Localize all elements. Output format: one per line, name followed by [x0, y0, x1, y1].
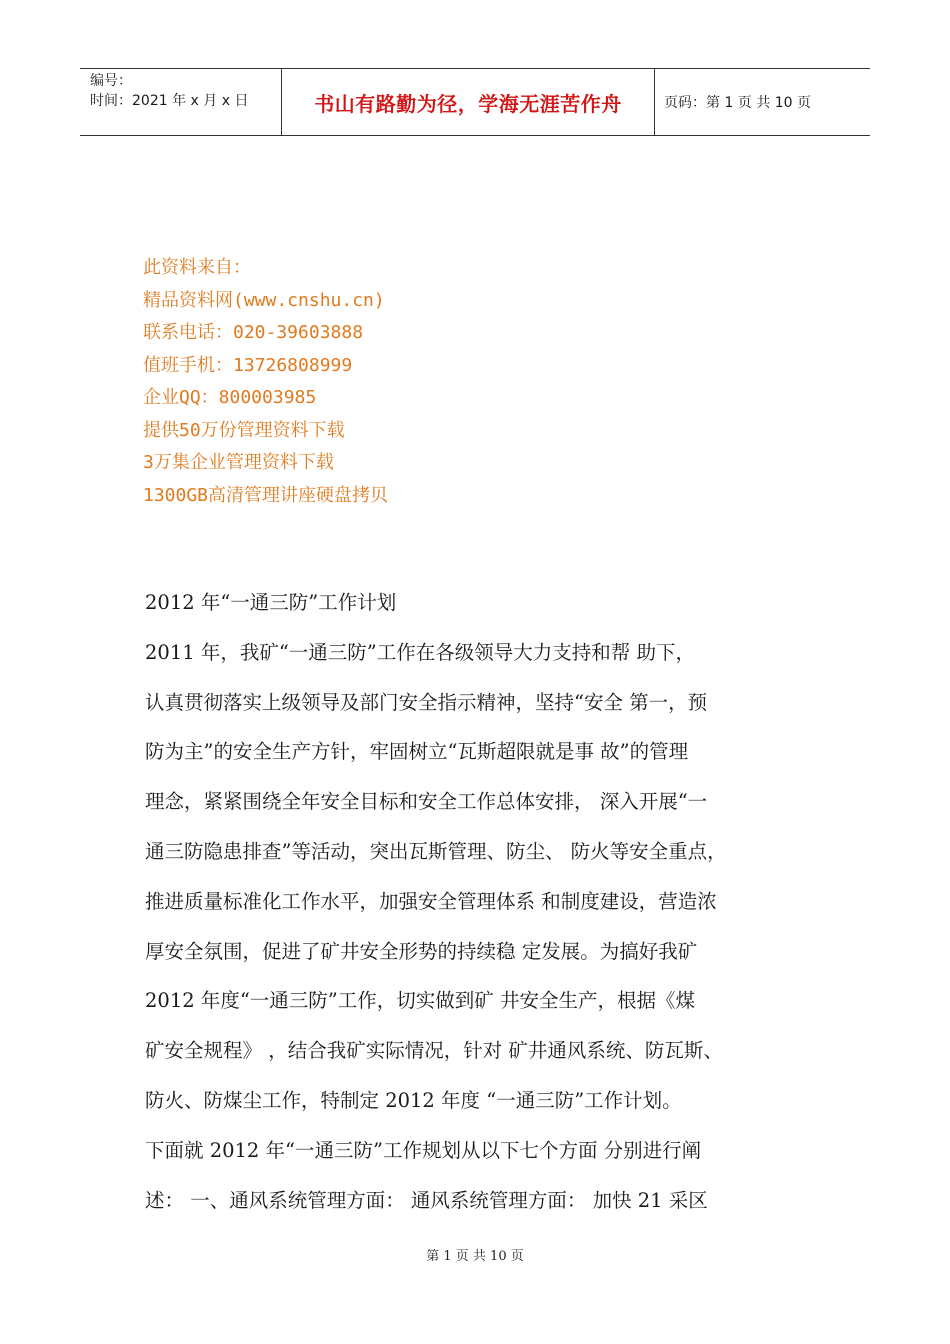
body-line: 推进质量标准化工作水平，加强安全管理体系 和制度建设，营造浓	[145, 889, 717, 913]
document-body	[145, 578, 825, 1225]
body-line: 通三防隐患排查”等活动，突出瓦斯管理、防尘、 防火等安全重点，	[145, 839, 727, 863]
header-meta	[80, 69, 282, 135]
source-line: 提供50万份管理资料下载	[143, 419, 345, 441]
body-line: 认真贯彻落实上级领导及部门安全指示精神，坚持“安全 第一，预	[145, 690, 708, 714]
body-line: 防为主”的安全生产方针，牢固树立“瓦斯超限就是事 故”的管理	[145, 740, 689, 764]
body-line: 理念，紧紧围绕全年安全目标和安全工作总体安排， 深入开展“一	[145, 790, 708, 814]
page-footer: 第 1 页 共 10 页	[426, 1249, 524, 1264]
body-line: 2012 年度“一通三防”工作，切实做到矿 井安全生产，根据《煤	[145, 989, 695, 1013]
body-line: 厚安全氛围，促进了矿井安全形势的持续稳 定发展。为搞好我矿	[145, 939, 698, 963]
source-line: 企业QQ：800003985	[143, 387, 317, 408]
source-info-block	[143, 252, 643, 512]
body-line: 述： 一、通风系统管理方面： 通风系统管理方面： 加快 21 采区	[145, 1188, 708, 1212]
document-title: 2012 年“一通三防”工作计划	[145, 591, 397, 614]
header-motto: 书山有路勤为径，学海无涯苦作舟	[282, 69, 655, 135]
source-line: 精品资料网(www.cnshu.cn)	[143, 289, 385, 311]
source-line: 值班手机：13726808999	[143, 354, 353, 376]
header-page-code: 页码：第 1 页 共 10 页	[664, 95, 811, 111]
source-line: 1300GB高清管理讲座硬盘拷贝	[143, 484, 389, 506]
page-header	[80, 68, 870, 136]
body-line: 2011 年，我矿“一通三防”工作在各级领导大力支持和帮 助下，	[145, 640, 695, 664]
source-line: 此资料来自：	[143, 257, 251, 278]
document-number-label: 编号：	[90, 73, 132, 89]
body-line: 下面就 2012 年“一通三防”工作规划从以下七个方面 分别进行阐	[145, 1138, 702, 1162]
source-line: 3万集企业管理资料下载	[143, 452, 334, 473]
body-line: 矿安全规程》 ，结合我矿实际情况，针对 矿井通风系统、防瓦斯、	[145, 1039, 723, 1063]
source-line: 联系电话：020-39603888	[143, 322, 364, 343]
body-line: 防火、防煤尘工作，特制定 2012 年度 “一通三防”工作计划。	[145, 1088, 682, 1112]
document-date: 时间：2021 年 x 月 x 日	[90, 93, 249, 109]
